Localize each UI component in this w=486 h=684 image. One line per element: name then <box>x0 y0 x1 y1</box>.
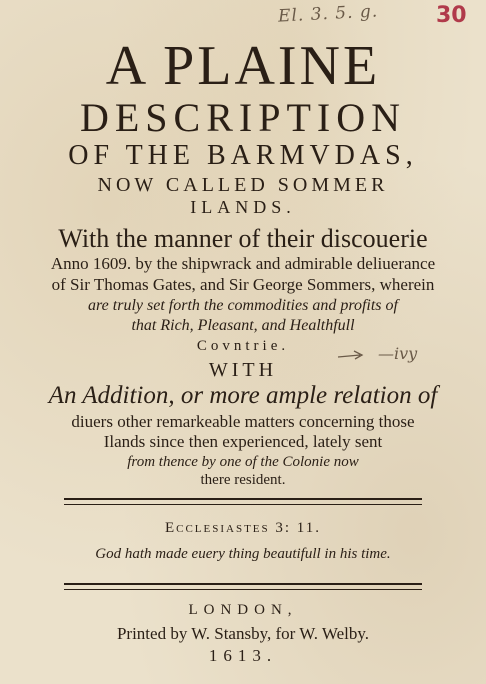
addition-heading: WITH <box>208 359 278 381</box>
folio-number: 30 <box>436 3 467 28</box>
imprint-year: 1613. <box>208 646 278 665</box>
subtitle-line-2: Anno 1609. by the shipwrack and admirable deliuerance <box>50 254 436 273</box>
epigraph-reference: Ecclesiastes 3: 11. <box>164 520 322 536</box>
subtitle-line-4: are truly set forth the commodities and profits of <box>88 297 398 314</box>
title-line-3: OF THE BARMVDAS, <box>68 140 418 171</box>
title-line-5: ILANDS. <box>190 197 296 217</box>
subtitle-line-3: of Sir Thomas Gates, and Sir George Sommers, wherein <box>51 275 435 294</box>
addition-line-3: Ilands since then experienced, lately sent <box>103 432 383 451</box>
epigraph-text: God hath made euery thing beautifull in his time. <box>95 546 391 562</box>
addition-line-2: diuers other remarkeable matters concerning those <box>71 412 415 431</box>
addition-line-1: An Addition, or more ample relation of <box>48 382 438 409</box>
title-line-2: DESCRIPTION <box>79 95 407 140</box>
imprint-printer: Printed by W. Stansby, for W. Welby. <box>116 624 370 643</box>
top-divider-rule <box>64 498 422 505</box>
title-line-4: NOW CALLED SOMMER <box>97 174 389 196</box>
imprint-place: LONDON, <box>188 602 298 618</box>
subtitle-line-5: that Rich, Pleasant, and Healthfull <box>131 317 355 334</box>
margin-note: —ivy <box>378 344 418 363</box>
addition-line-4: from thence by one of the Colonie now <box>127 454 359 470</box>
subtitle-line-1: With the manner of their discouerie <box>58 224 428 253</box>
bottom-divider-rule <box>64 583 422 590</box>
title-line-1: A PLAINE <box>105 35 381 97</box>
shelfmark-annotation: El. 3. 5. g. <box>277 1 379 27</box>
addition-line-5: there resident. <box>200 472 286 488</box>
subtitle-line-6: Covntrie. <box>196 338 290 354</box>
